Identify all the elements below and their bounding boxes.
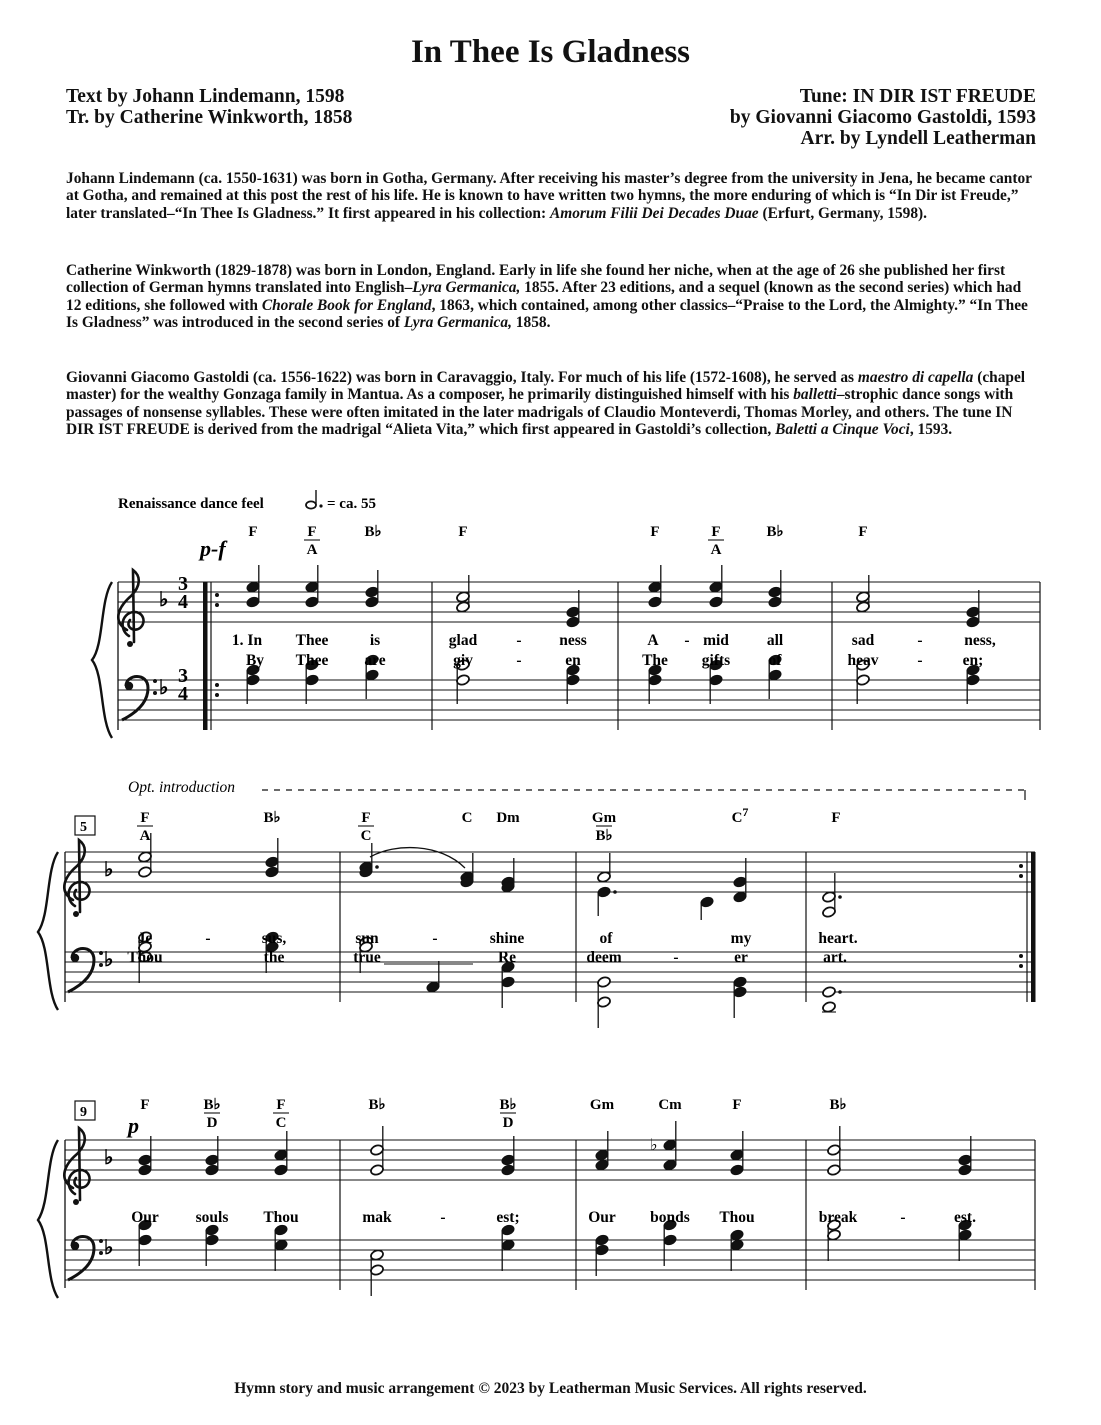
chord-symbol: F [732,1097,742,1113]
lyric-syllable: sad [851,632,875,649]
note-head [566,616,581,629]
note-head [709,674,724,687]
note-head [138,851,153,864]
note-head [730,1164,745,1177]
treble-staff [65,852,1035,1002]
lyric-syllable: ness [559,632,587,649]
lyrics-system-3 [131,1209,976,1226]
note-head [709,596,724,609]
lyric-syllable: bonds [650,1209,690,1226]
note-head [274,1164,289,1177]
note-head [827,1229,842,1242]
note-head [246,581,261,594]
repeat-barline [1031,852,1036,1002]
lyric-syllable: glad [448,632,478,649]
lyrics-system-2 [127,930,857,966]
chord-symbol: C [461,810,473,826]
bass-clef-icon [122,677,157,721]
note-head [246,674,261,687]
lyric-syllable: sun [355,930,379,947]
measure-number: 5 [80,820,87,835]
note-head [958,1229,973,1242]
translator: Tr. by Catherine Winkworth, 1858 [66,107,353,128]
lyric-syllable: true [353,949,381,966]
note-head [501,1239,516,1252]
note-head [663,1234,678,1247]
augmentation-dot [375,865,379,869]
time-signature-bottom: 4 [178,591,188,613]
story-paragraph-gastoldi: Giovanni Giacomo Gastoldi (ca. 1556-1622) was born in Caravaggio, Italy. For much of his life (1572-1608), he served as maestro di capella (chapel master) for the wealthy Gonzaga family in Mantua. As a composer, he primarily distinguished himself with his balletti–strophic dance songs with passages of nonsense syllables. These were often imitated in the later madrigals of Claudio Monteverdi, Thomas Morley, and others. The tune IN DIR IST FREUDE is derived from the madrigal “Alieta Vita,” which first appeared in Gastoldi’s collection, Baletti a Cinque Voci, 1593. [66,369,1026,438]
chord-symbol: F [140,1097,150,1113]
time-signature-bottom: 4 [178,683,188,705]
chord-symbols-system-3 [140,1097,846,1131]
lyric-syllable: By [245,652,265,669]
opt-intro-label: Opt. introduction [128,779,236,796]
chord-symbol: F [248,524,258,540]
chord-symbols-system-1 [248,524,867,558]
note-head [822,1001,837,1014]
lyric-syllable: Je [137,930,153,947]
lyric-syllable: en; [962,652,984,669]
augmentation-dot [613,890,617,894]
note-head [966,606,981,619]
chord-symbol: B♭ [368,1097,386,1113]
note-head [138,1154,153,1167]
note-head [730,1239,745,1252]
lyric-syllable: - [917,652,923,669]
lyric-syllable: - [900,1209,906,1226]
note-head [501,1164,516,1177]
note-head [768,596,783,609]
text-author: Text by Johann Lindemann, 1598 [66,86,345,107]
chord-symbol: Cm [658,1097,682,1113]
tune-name: Tune: IN DIR IST FREUDE [799,86,1036,107]
chord-symbol: Dm [496,810,520,826]
lyrics-system-1 [232,632,996,669]
lyric-syllable: souls [195,1209,229,1226]
note-head [733,986,748,999]
note-head [663,1159,678,1172]
flat-accidental: ♭ [650,1135,658,1154]
note-head [958,1154,973,1167]
lyric-syllable: - [440,1209,446,1226]
chord-symbol: F [361,810,371,826]
chord-symbol: B♭ [364,524,382,540]
note-head [966,674,981,687]
flat-key-signature: ♭ [104,859,114,881]
note-head [966,616,981,629]
note-head [456,591,471,604]
lyric-syllable: giv [453,652,473,669]
lyric-syllable: Re [497,949,517,966]
note-head [456,674,471,687]
note-head [365,669,380,682]
note-head [138,1164,153,1177]
note-head [768,586,783,599]
lyric-syllable: mak [362,1209,392,1226]
lyric-syllable: is [369,632,381,649]
note-head [370,1144,385,1157]
page-title: In Thee Is Gladness [410,34,691,70]
augmentation-dot [838,895,842,899]
story-paragraph-lindemann: Johann Lindemann (ca. 1550-1631) was born in Gotha, Germany. After receiving his master’s degree from the university in Jena, he became cantor at Gotha, and remained at this post the rest of his life. He is known to have written two hymns, the more enduring of which is “In Dir ist Freude,” later translated–“In Thee Is Gladness.” It first appeared in his collection: Amorum Filii Dei Decades Duae (Erfurt, Germany, 1598). [66,170,1032,222]
measure-number: 9 [80,1105,87,1120]
lyric-syllable: art. [823,949,847,966]
note-head [648,581,663,594]
note-head [700,896,715,909]
lyric-syllable: heav [847,652,879,669]
repeat-barline [203,582,208,730]
bass-clef-icon [68,949,103,993]
chord-symbol: B♭ [203,1097,221,1113]
note-head [733,876,748,889]
augmentation-dot [838,990,842,994]
flat-key-signature: ♭ [159,589,169,611]
note-head [246,596,261,609]
note-head [733,891,748,904]
lyric-syllable: of [768,652,782,669]
note-head [370,1164,385,1177]
chord-bass: D [502,1115,514,1131]
lyric-syllable: A [647,632,659,649]
note-head [501,1154,516,1167]
chord-bass: C [360,828,372,844]
note-head [733,976,748,989]
lyric-syllable: of [599,930,613,947]
bass-staff [65,952,1035,992]
note-head [370,1264,385,1277]
lyric-syllable: 1. In [231,632,263,649]
lyric-syllable: Thee [295,632,329,649]
lyric-syllable: - [673,949,679,966]
note-head [597,871,612,884]
note-head [138,1234,153,1247]
grand-staff-brace [92,582,112,738]
note-head [595,1159,610,1172]
note-head [856,674,871,687]
lyric-syllable: en [565,652,581,669]
chord-symbol: F [711,524,721,540]
note-head [265,856,280,869]
lyric-syllable: shine [489,930,525,947]
lyric-syllable: - [684,632,690,649]
chord-symbol: F [650,524,660,540]
lyric-syllable: gifts [701,652,731,669]
note-head [370,1249,385,1262]
flat-key-signature: ♭ [104,949,114,971]
note-head [856,591,871,604]
bass-staff [118,680,1040,720]
system-2 [38,840,1036,1010]
note-head [501,976,516,989]
lyric-syllable: - [516,632,522,649]
note-head [648,674,663,687]
chord-symbol: $C^7$ [731,805,749,826]
arranger: Arr. by Lyndell Leatherman [800,128,1036,149]
chord-bass: D [206,1115,218,1131]
note-head [827,1144,842,1157]
note-head [456,601,471,614]
system-3 [38,1128,1035,1298]
tempo-text: Renaissance dance feel [118,496,264,512]
lyric-syllable: - [917,632,923,649]
lyric-syllable: sus, [261,930,287,947]
lyric-syllable: Our [131,1209,159,1226]
lyric-syllable: Thou [127,949,163,966]
note-head [566,606,581,619]
note-head [205,1154,220,1167]
time-signature-top: 3 [178,665,188,687]
lyric-syllable: heart. [818,930,858,947]
flat-key-signature: ♭ [159,677,169,699]
dynamic-marking: p [128,1113,139,1138]
chord-bass: A [710,542,722,558]
story-paragraph-winkworth: Catherine Winkworth (1829-1878) was born in London, England. Early in life she found her niche, when at the age of 26 she published her first collection of German hymns translated into English–Lyra Germanica, 1855. After 23 editions, and a sequel (known as the second series) which had 12 editions, she followed with Chorale Book for England, 1863, which contained, among other classics–“Praise to the Lord, the Almighty.” “In Thee Is Gladness” was introduced in the second series of Lyra Germanica, 1858. [66,262,1028,331]
grand-staff-brace [38,852,58,1010]
flat-key-signature: ♭ [104,1237,114,1259]
note-head [958,1164,973,1177]
note-head [274,1149,289,1162]
lyric-syllable: Thou [263,1209,299,1226]
note-head [827,1164,842,1177]
dynamic-marking: p-f [200,536,226,561]
lyric-syllable: Our [588,1209,616,1226]
chord-symbol: F [458,524,468,540]
note-head [768,669,783,682]
note-head [274,1239,289,1252]
lyric-syllable: ness, [964,632,996,649]
note-head [822,891,837,904]
lyric-syllable: - [516,652,522,669]
lyric-syllable: break [818,1209,858,1226]
tempo-marking: = ca. 55 [327,496,376,512]
lyric-syllable: mid [703,632,729,649]
lyric-syllable: Thou [719,1209,755,1226]
lyric-syllable: est; [496,1209,520,1226]
lyric-syllable: the [263,949,285,966]
note-head [597,996,612,1009]
tie [370,848,465,868]
grand-staff-brace [38,1140,58,1298]
note-head [730,1149,745,1162]
note-head [265,866,280,879]
note-head [305,674,320,687]
flat-key-signature: ♭ [104,1147,114,1169]
lyric-syllable: all [766,632,784,649]
chord-symbol: F [858,524,868,540]
note-head [709,581,724,594]
note-head [730,1229,745,1242]
lyric-syllable: Thee [295,652,329,669]
note-head [595,1149,610,1162]
lyric-syllable: deem [586,949,622,966]
note-head [822,906,837,919]
lyric-syllable: The [642,652,668,669]
note-head [205,1234,220,1247]
lyric-syllable: are [364,652,386,669]
note-head [597,976,612,989]
note-head [426,981,441,994]
lyric-syllable: - [432,930,438,947]
chord-symbol: F [276,1097,286,1113]
note-head [305,581,320,594]
note-head [595,1244,610,1257]
lyric-syllable: - [205,930,211,947]
chord-symbol: B♭ [766,524,784,540]
chord-bass: B♭ [595,828,613,844]
note-head [138,866,153,879]
note-head [648,596,663,609]
note-head [566,674,581,687]
chord-symbol: F [140,810,150,826]
copyright-footer: Hymn story and music arrangement © 2023 by Leatherman Music Services. All rights reserved. [234,1380,867,1397]
time-signature-top: 3 [178,573,188,595]
bass-staff [65,1240,1035,1280]
composer: by Giovanni Giacomo Gastoldi, 1593 [729,107,1036,128]
chord-bass: C [275,1115,287,1131]
dotted-half-note-icon [306,490,323,509]
chord-bass: A [139,828,151,844]
chord-symbol: F [307,524,317,540]
chord-symbol: Gm [589,1097,615,1113]
chord-symbols-system-2 [137,805,841,844]
chord-symbol: B♭ [499,1097,517,1113]
lyric-syllable: er [734,949,748,966]
note-head [205,1164,220,1177]
note-head [305,596,320,609]
note-head [595,1234,610,1247]
note-head [597,886,612,899]
chord-symbol: F [831,810,841,826]
note-head [822,986,837,999]
note-head [663,1139,678,1152]
bass-clef-icon [68,1237,103,1281]
note-head [365,596,380,609]
chord-bass: A [306,542,318,558]
note-head [856,601,871,614]
note-head [365,586,380,599]
chord-symbol: B♭ [263,810,281,826]
lyric-syllable: my [730,930,752,947]
chord-symbol: B♭ [829,1097,847,1113]
chord-symbol: Gm [591,810,617,826]
lyric-syllable: est. [954,1209,976,1226]
